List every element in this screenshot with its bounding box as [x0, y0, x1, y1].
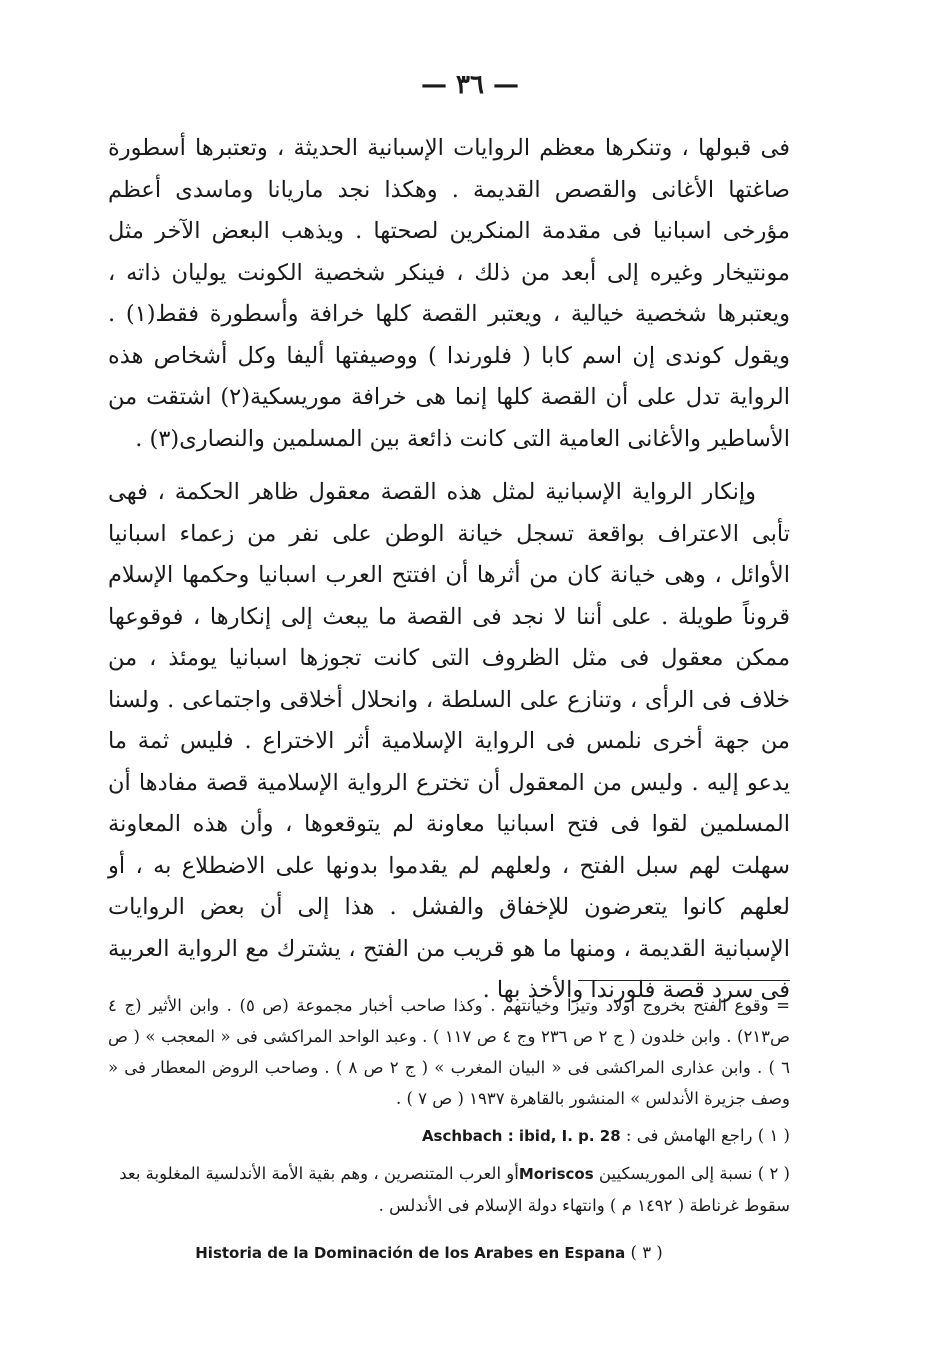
footnote-1-latin: Aschbach : ibid, I. p. 28 [421, 1127, 621, 1145]
footnote-3-marker: ( ٣ ) [630, 1243, 663, 1262]
footnote-divider [578, 980, 790, 981]
footnote-continued: = وقوع الفتح بخروج أولاد وتيزا وخيانتهم . وكذا صاحب أخبار مجموعة (ص ٥) . وابن الأثير (ج ٤ ص٢١٣) . وابن خلدون ( ج ٢ ص ٢٣٦ وج ٤ ص ١١٧ ) . وعبد الواحد المراكشى فى « المعجب » ( ص ٦ ) . وابن عذارى المراكشى فى « البيان المغرب » ( ج ٢ ص ٨ ) . وصاحب الروض المعطار فى « وصف جزيرة الأندلس » المنشور بالقاهرة ١٩٣٧ ( ص ٧ ) . [108, 996, 790, 1108]
page-number: — ٣٦ — [420, 70, 520, 100]
paragraph-1: فى قبولها ، وتنكرها معظم الروايات الإسبانية الحديثة ، وتعتبرها أسطورة صاغتها الأغانى والقصص القديمة . وهكذا نجد ماريانا وماسدى أعظم مؤرخى اسبانيا فى مقدمة المنكرين لصحتها . ويذهب البعض الآخر مثل مونتيخار وغيره إلى أبعد من ذلك ، فينكر شخصية الكونت يوليان ذاته ، ويعتبرها شخصية خيالية ، ويعتبر القصة كلها خرافة وأسطورة فقط(١) . ويقول كوندى إن اسم كابا ( فلورندا ) ووصيفتها أليفا وكل أشخاص هذه الرواية تدل على أن القصة كلها إنما هى خرافة موريسكية(٢) اشتقت من الأساطير والأغانى العامية التى كانت ذائعة بين المسلمين والنصارى(٣) . [108, 135, 790, 452]
footnote-2 [108, 1158, 790, 1221]
footnote-1-marker: ( ١ ) [757, 1126, 790, 1145]
footnote-3-latin: Historia de la Dominación de los Arabes en Espana [195, 1244, 626, 1262]
paragraph-2: وإنكار الرواية الإسبانية لمثل هذه القصة معقول ظاهر الحكمة ، فهى تأبى الاعتراف بواقعة تسجل خيانة الوطن على نفر من زعماء اسبانيا الأوائل ، وهى خيانة كان من أثرها أن افتتح العرب اسبانيا وحكمها الإسلام قروناً طويلة . على أننا لا نجد فى القصة ما يبعث إلى إنكارها ، فوقوعها ممكن معقول فى مثل الظروف التى كانت تجوزها اسبانيا يومئذ ، من خلاف فى الرأى ، وتنازع على السلطة ، وانحلال أخلاقى واجتماعى . ولسنا من جهة أخرى نلمس فى الرواية الإسلامية أثر الاختراع . فليس ثمة ما يدعو إليه . وليس من المعقول أن تخترع الرواية الإسلامية قصة مفادها أن المسلمين لقوا فى فتح اسبانيا معاونة لم يتوقعوها ، وأن هذه المعاونة سهلت لهم سبل الفتح ، ولعلهم لم يقدموا بدونها على الاضطلاع به ، أو لعلهم كانوا يتعرضون للإخفاق والفشل . هذا إلى أن بعض الروايات الإسبانية القديمة ، ومنها ما هو قريب من الفتح ، يشترك مع الرواية العربية فى سرد قصة فلورندا والأخذ بها . [108, 479, 790, 1003]
footnote-1 [108, 1120, 790, 1152]
footnote-2-latin: Moriscos [518, 1165, 594, 1183]
footnote-2-text-b: أو العرب المتنصرين ، وهم بقية الأمة الأندلسية المغلوبة بعد سقوط غرناطة ( ١٤٩٢ م ) وانتهاء دولة الإسلام فى الأندلس . [119, 1164, 790, 1215]
body-text [108, 128, 790, 1012]
footnote-2-marker: ( ٢ ) [757, 1164, 790, 1183]
footnotes [108, 990, 790, 1269]
footnote-1-text: راجع الهامش فى : [625, 1126, 753, 1145]
footnote-2-text-a: نسبة إلى الموريسكيين [598, 1164, 753, 1183]
footnote-3 [108, 1237, 790, 1269]
